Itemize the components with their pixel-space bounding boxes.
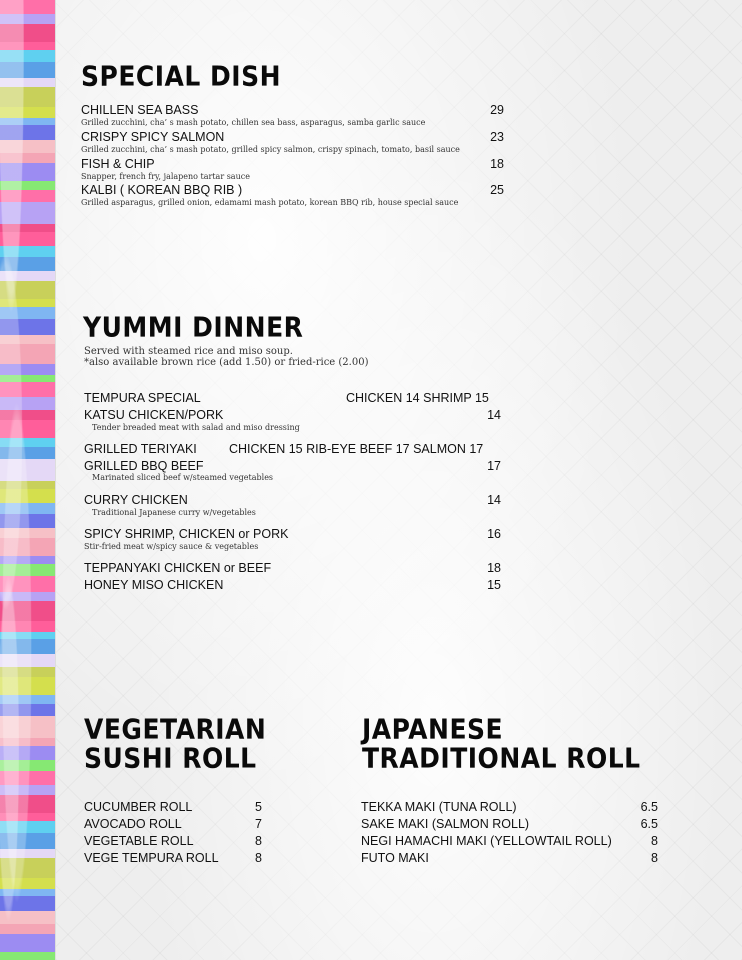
menu-item-name: KATSU CHICKEN/PORK <box>84 408 224 422</box>
menu-item-price: 8 <box>255 851 262 865</box>
menu-item-price: 7 <box>255 817 262 831</box>
decorative-stripe-bar <box>0 0 56 960</box>
menu-item-price: 14 <box>487 493 501 507</box>
menu-item-price: 8 <box>651 851 658 865</box>
menu-item-price: 18 <box>490 157 504 171</box>
menu-item-price: 16 <box>487 527 501 541</box>
menu-item-price: 17 <box>487 459 501 473</box>
menu-item-name: CHILLEN SEA BASS <box>81 103 199 117</box>
menu-item-name: HONEY MISO CHICKEN <box>84 578 224 592</box>
menu-item-price: 6.5 <box>640 800 658 814</box>
menu-item-description: Tender breaded meat with salad and miso dressing <box>92 423 300 432</box>
menu-item-price: 8 <box>651 834 658 848</box>
menu-item-name: GRILLED BBQ BEEF <box>84 459 204 473</box>
menu-item-options: CHICKEN 15 RIB-EYE BEEF 17 SALMON 17 <box>229 442 484 456</box>
menu-item-description: Grilled zucchini, cha’ s mash potato, chillen sea bass, asparagus, samba garlic sauce <box>81 118 426 127</box>
menu-item-name: CUCUMBER ROLL <box>84 800 193 814</box>
menu-item-name: TEKKA MAKI (TUNA ROLL) <box>361 800 517 814</box>
menu-item-name: FUTO MAKI <box>361 851 429 865</box>
menu-item-price: 29 <box>490 103 504 117</box>
menu-item-description: Marinated sliced beef w/steamed vegetables <box>92 473 274 482</box>
traditional-roll-title: JAPANESE TRADITIONAL ROLL <box>362 712 641 775</box>
yummi-dinner-title: YUMMI DINNER <box>83 310 304 344</box>
menu-item-price: 23 <box>490 130 504 144</box>
menu-item-name: VEGE TEMPURA ROLL <box>84 851 219 865</box>
menu-item-name: CURRY CHICKEN <box>84 493 188 507</box>
dinner-note-rice: *also available brown rice (add 1.50) or fried-rice (2.00) <box>84 357 369 368</box>
menu-item-name: TEMPURA SPECIAL <box>84 391 201 405</box>
vegetarian-title: VEGETARIAN SUSHI ROLL <box>84 712 267 775</box>
menu-item-description: Traditional Japanese curry w/vegetables <box>92 508 256 517</box>
menu-item-name: FISH & CHIP <box>81 157 155 171</box>
menu-item-description: Grilled asparagus, grilled onion, edamami mash potato, korean BBQ rib, house special sauce <box>81 198 459 207</box>
menu-item-name: SAKE MAKI (SALMON ROLL) <box>361 817 530 831</box>
menu-item-name: VEGETABLE ROLL <box>84 834 194 848</box>
menu-item-price: 8 <box>255 834 262 848</box>
dinner-note: Served with steamed rice and miso soup. <box>84 346 293 357</box>
menu-item-price: 18 <box>487 561 501 575</box>
menu-item-price: 15 <box>487 578 501 592</box>
menu-item-name: TEPPANYAKI CHICKEN or BEEF <box>84 561 272 575</box>
menu-item-name: GRILLED TERIYAKI <box>84 442 197 456</box>
menu-item-price: 5 <box>255 800 262 814</box>
menu-item-name: SPICY SHRIMP, CHICKEN or PORK <box>84 527 289 541</box>
menu-item-options: CHICKEN 14 SHRIMP 15 <box>346 391 489 405</box>
menu-item-price: 14 <box>487 408 501 422</box>
menu-item-description: Snapper, french fry, jalapeno tartar sauce <box>81 172 250 181</box>
menu-item-name: KALBI ( KOREAN BBQ RIB ) <box>81 183 243 197</box>
menu-item-description: Grilled zucchini, cha’ s mash potato, grilled spicy salmon, crispy spinach, tomato, basil sauce <box>81 145 460 154</box>
menu-item-name: AVOCADO ROLL <box>84 817 182 831</box>
menu-item-name: CRISPY SPICY SALMON <box>81 130 225 144</box>
menu-item-price: 25 <box>490 183 504 197</box>
menu-item-price: 6.5 <box>640 817 658 831</box>
special-dish-title: SPECIAL DISH <box>81 59 282 93</box>
menu-item-name: NEGI HAMACHI MAKI (YELLOWTAIL ROLL) <box>361 834 612 848</box>
floral-pattern <box>0 0 56 960</box>
menu-item-description: Stir-fried meat w/spicy sauce & vegetables <box>84 542 259 551</box>
